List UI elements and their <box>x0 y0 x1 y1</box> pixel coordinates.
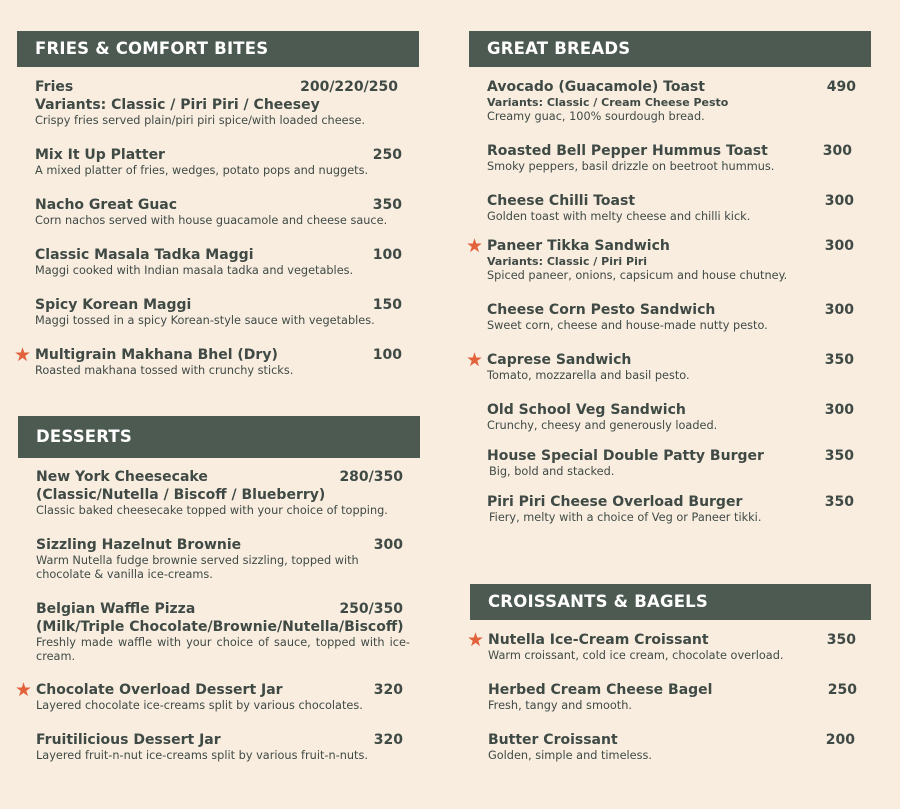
menu-item <box>470 731 871 763</box>
item-price: 350 <box>824 448 854 464</box>
item-price: 490 <box>826 79 856 95</box>
item-description: Fiery, melty with a choice of Veg or Paneer tikki. <box>489 511 762 524</box>
item-price: 200/220/250 <box>300 79 398 95</box>
item-name: Herbed Cream Cheese Bagel <box>488 682 713 698</box>
item-description: A mixed platter of fries, wedges, potato pops and nuggets. <box>35 164 369 177</box>
menu-item <box>466 350 871 383</box>
item-name: House Special Double Patty Burger <box>487 448 764 464</box>
section-title-desserts: DESSERTS <box>18 416 420 458</box>
menu-item <box>15 680 420 713</box>
item-name: Cheese Corn Pesto Sandwich <box>487 302 716 318</box>
star-icon: ★ <box>466 236 484 257</box>
menu-item <box>18 600 420 664</box>
item-description: Corn nachos served with house guacamole and cheese sauce. <box>35 214 388 227</box>
item-name: Butter Croissant <box>488 732 618 748</box>
item-description: Golden, simple and timeless. <box>488 749 652 762</box>
item-price: 100 <box>372 247 402 263</box>
item-name: Chocolate Overload Dessert Jar <box>36 682 283 698</box>
section-croissants <box>467 584 871 784</box>
menu-item <box>469 142 871 174</box>
item-description: Crispy fries served plain/piri piri spice/with loaded cheese. <box>35 114 366 127</box>
item-price: 100 <box>372 347 402 363</box>
item-price: 300 <box>373 537 403 553</box>
item-name: Caprese Sandwich <box>487 352 632 368</box>
item-price: 200 <box>825 732 855 748</box>
item-name: Mix It Up Platter <box>35 147 165 163</box>
item-price: 320 <box>373 732 403 748</box>
item-description: Maggi tossed in a spicy Korean-style sauce with vegetables. <box>35 314 375 327</box>
item-description: Roasted makhana tossed with crunchy sticks. <box>35 364 294 377</box>
item-name: New York Cheesecake <box>36 469 208 485</box>
menu-item <box>18 731 420 763</box>
item-price: 350 <box>824 352 854 368</box>
item-description: Golden toast with melty cheese and chilli kick. <box>487 210 751 223</box>
item-name: Paneer Tikka Sandwich <box>487 238 670 254</box>
menu-item <box>18 536 420 582</box>
menu-item <box>18 468 420 518</box>
item-description: Fresh, tangy and smooth. <box>488 699 632 712</box>
menu-item <box>469 78 871 124</box>
menu-item <box>469 401 871 433</box>
menu-item <box>17 246 419 278</box>
item-variants: Variants: Classic / Cream Cheese Pesto <box>487 96 729 109</box>
menu-item <box>466 236 871 283</box>
item-price: 250 <box>827 682 857 698</box>
item-name: Nacho Great Guac <box>35 197 178 213</box>
item-name: Piri Piri Cheese Overload Burger <box>487 494 743 510</box>
item-variants: (Milk/Triple Chocolate/Brownie/Nutella/Biscoff) <box>36 619 404 635</box>
item-price: 300 <box>824 238 854 254</box>
item-price: 280/350 <box>339 469 403 485</box>
star-icon: ★ <box>15 680 33 701</box>
section-desserts <box>15 416 420 776</box>
item-name: Classic Masala Tadka Maggi <box>35 247 254 263</box>
menu-item <box>14 345 419 378</box>
item-description: Tomato, mozzarella and basil pesto. <box>487 369 690 382</box>
menu-item <box>17 196 419 228</box>
item-price: 300 <box>824 402 854 418</box>
item-price: 300 <box>824 193 854 209</box>
menu-item <box>469 301 871 333</box>
item-name: Belgian Waffle Pizza <box>36 601 196 617</box>
section-breads <box>466 31 871 531</box>
item-name: Cheese Chilli Toast <box>487 193 636 209</box>
menu-item <box>17 146 419 178</box>
item-name: Avocado (Guacamole) Toast <box>487 79 705 95</box>
item-description: Smoky peppers, basil drizzle on beetroot hummus. <box>487 160 775 173</box>
item-price: 300 <box>824 302 854 318</box>
item-price: 350 <box>372 197 402 213</box>
item-description: Layered fruit-n-nut ice-creams split by various fruit-n-nuts. <box>36 749 368 762</box>
menu-item <box>470 681 871 713</box>
item-variants: Variants: Classic / Piri Piri <box>487 255 648 268</box>
section-title-breads: GREAT BREADS <box>469 31 871 67</box>
item-description: Layered chocolate ice-creams split by various chocolates. <box>36 699 363 712</box>
item-description: Big, bold and stacked. <box>489 465 615 478</box>
item-price: 350 <box>826 632 856 648</box>
menu-item <box>469 447 871 479</box>
item-description: Classic baked cheesecake topped with your choice of topping. <box>36 504 388 517</box>
item-description: Maggi cooked with Indian masala tadka and vegetables. <box>35 264 354 277</box>
star-icon: ★ <box>466 350 484 371</box>
item-name: Old School Veg Sandwich <box>487 402 686 418</box>
item-price: 250 <box>372 147 402 163</box>
item-description: Warm croissant, cold ice cream, chocolate overload. <box>488 649 784 662</box>
item-description: Sweet corn, cheese and house-made nutty pesto. <box>487 319 768 332</box>
section-fries <box>14 31 419 391</box>
item-variants: (Classic/Nutella / Biscoff / Blueberry) <box>36 487 326 503</box>
item-name: Roasted Bell Pepper Hummus Toast <box>487 143 768 159</box>
item-description: Warm Nutella fudge brownie served sizzling, topped with chocolate & vanilla ice-creams. <box>36 554 359 581</box>
item-price: 250/350 <box>339 601 403 617</box>
menu-item <box>17 296 419 328</box>
item-variants: Variants: Classic / Piri Piri / Cheesey <box>35 97 320 113</box>
menu-item <box>467 630 871 663</box>
item-name: Fruitilicious Dessert Jar <box>36 732 221 748</box>
menu-item <box>469 493 871 525</box>
item-name: Spicy Korean Maggi <box>35 297 192 313</box>
item-description: Creamy guac, 100% sourdough bread. <box>487 110 705 123</box>
item-price: 320 <box>373 682 403 698</box>
item-price: 300 <box>822 143 852 159</box>
star-icon: ★ <box>467 630 485 651</box>
star-icon: ★ <box>14 345 32 366</box>
item-name: Fries <box>35 79 74 95</box>
section-title-fries: FRIES & COMFORT BITES <box>17 31 419 67</box>
item-description: Freshly made waffle with your choice of sauce, topped with ice-cream. <box>36 636 410 663</box>
item-name: Multigrain Makhana Bhel (Dry) <box>35 347 278 363</box>
item-name: Nutella Ice-Cream Croissant <box>488 632 709 648</box>
item-description: Crunchy, cheesy and generously loaded. <box>487 419 718 432</box>
menu-item <box>469 192 871 224</box>
item-name: Sizzling Hazelnut Brownie <box>36 537 242 553</box>
menu-item <box>17 78 419 128</box>
item-price: 350 <box>824 494 854 510</box>
item-price: 150 <box>372 297 402 313</box>
item-description: Spiced paneer, onions, capsicum and house chutney. <box>487 269 788 282</box>
section-title-croissants: CROISSANTS & BAGELS <box>470 584 871 620</box>
